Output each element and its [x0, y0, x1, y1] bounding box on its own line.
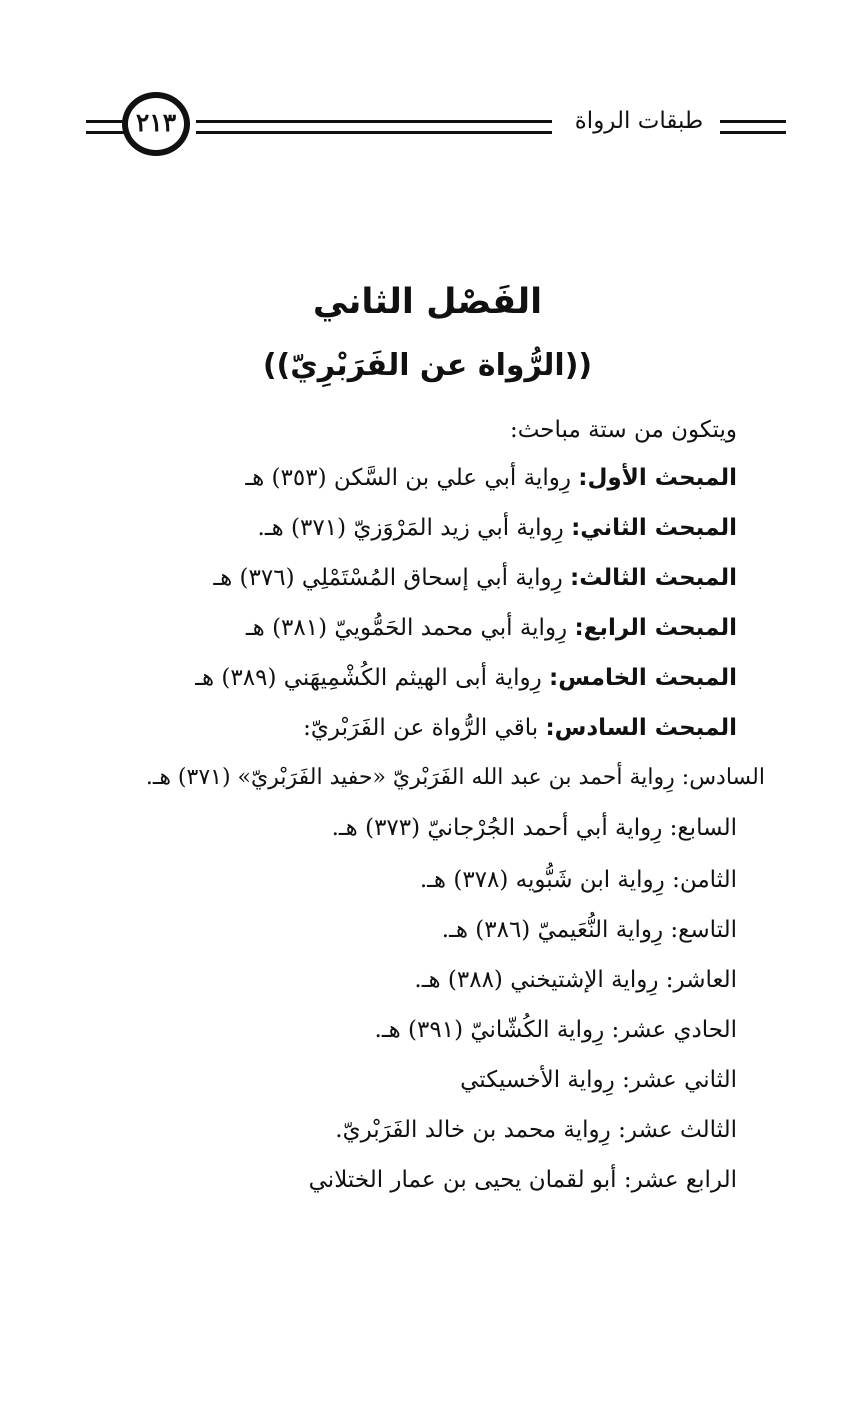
narrator-line: العاشر: رِواية الإشتيخني (٣٨٨) هـ. — [414, 967, 737, 993]
section-text: رِواية أبي علي بن السَّكن (٣٥٣) هـ — [245, 465, 579, 491]
section-line — [195, 662, 737, 694]
section-text: رِواية أبي محمد الحَمُّوييّ (٣٨١) هـ — [245, 615, 575, 641]
narrator-line: الثالث عشر: رِواية محمد بن خالد الفَرَبْريّ. — [335, 1117, 737, 1143]
page-number-circle — [122, 92, 190, 156]
section-text: رِواية أبي إسحاق المُسْتَمْلِي (٣٧٦) هـ — [213, 565, 570, 591]
section-label: المبحث الثالث: — [570, 565, 737, 591]
section-line — [245, 462, 737, 494]
narrator-line: الحادي عشر: رِواية الكُشّانيّ (٣٩١) هـ. — [374, 1017, 737, 1043]
section-text: باقي الرُّواة عن الفَرَبْريّ: — [303, 715, 546, 741]
chapter-title: الفَصْل الثاني — [312, 282, 543, 322]
section-label: المبحث الخامس: — [549, 665, 737, 691]
section-line — [213, 562, 737, 594]
section-line — [258, 512, 737, 544]
header-rule-right — [720, 120, 786, 134]
narrator-line: الرابع عشر: أبو لقمان يحيى بن عمار الختلاني — [308, 1167, 737, 1193]
narrator-line: السابع: رِواية أبي أحمد الجُرْجانيّ (٣٧٣) هـ. — [331, 815, 737, 841]
section-text: رِواية أبى الهيثم الكُشْمِيهَني (٣٨٩) هـ — [195, 665, 550, 691]
section-text: رِواية أبي زيد المَرْوَزيّ (٣٧١) هـ. — [257, 515, 572, 541]
intro-line: ويتكون من ستة مباحث: — [509, 417, 737, 443]
section-label: المبحث الأول: — [578, 465, 737, 491]
narrator-line: التاسع: رِواية النُّعَيميّ (٣٨٦) هـ. — [441, 917, 737, 943]
section-line — [246, 612, 737, 644]
running-title: طبقات الرواة — [574, 108, 704, 134]
page-number: ٢١٣ — [135, 107, 177, 137]
narrator-line: الثامن: رِواية ابن شَبُّويه (٣٧٨) هـ. — [419, 867, 737, 893]
chapter-subtitle: ((الرُّواة عن الفَرَبْرِيّ)) — [262, 348, 593, 383]
section-label: المبحث الرابع: — [574, 615, 737, 641]
narrator-line: السادس: رِواية أحمد بن عبد الله الفَرَبْريّ «حفيد الفَرَبْريّ» (٣٧١) هـ. — [145, 765, 765, 790]
section-line — [303, 712, 737, 744]
section-label: المبحث السادس: — [545, 715, 737, 741]
header-rule-middle — [196, 120, 552, 134]
narrator-line: الثاني عشر: رِواية الأخسيكتي — [460, 1067, 737, 1093]
section-label: المبحث الثاني: — [571, 515, 737, 541]
